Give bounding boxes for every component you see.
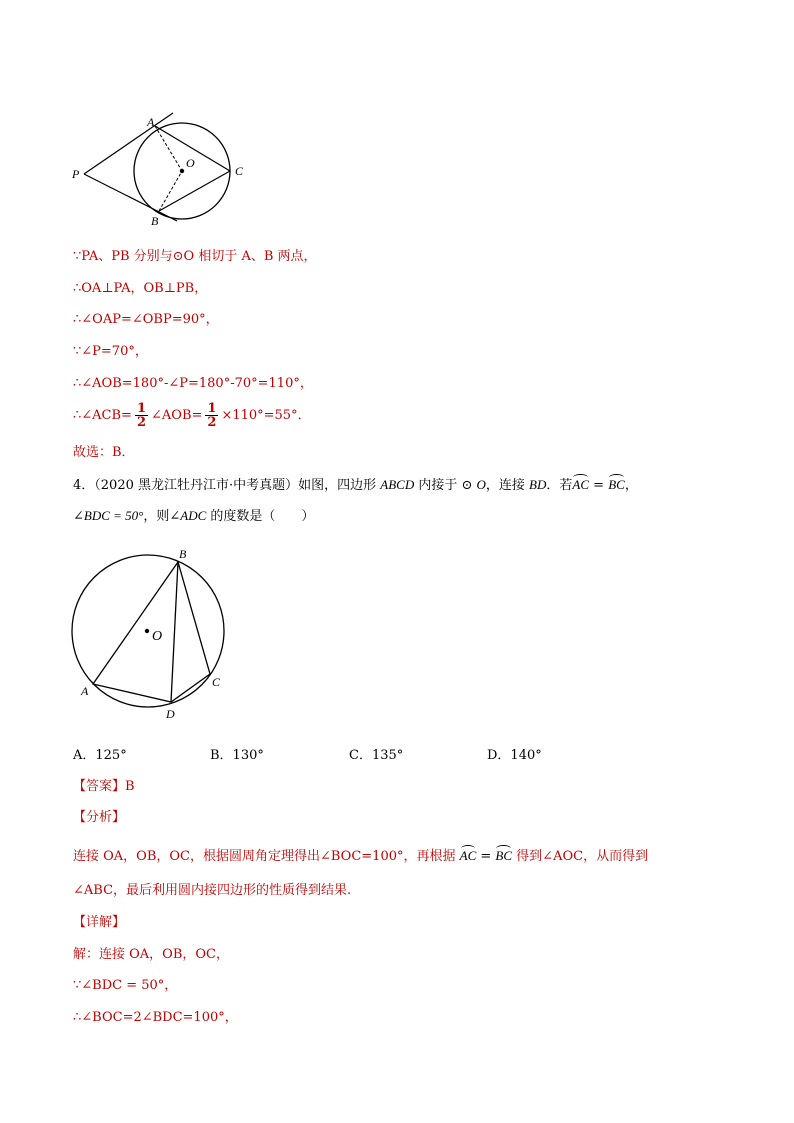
label-p: P — [72, 167, 80, 181]
answer-value: B — [125, 779, 135, 794]
analysis-line-2: ∠ABC，最后利用圆内接四边形的性质得到结果. — [73, 883, 352, 898]
detail-line-3: ∴∠BOC=2∠BDC=100°， — [73, 1010, 238, 1025]
solution-choice: 故选：B． — [73, 445, 135, 460]
detail-line-2: ∵∠BDC = 50°， — [73, 978, 178, 993]
question-4-stem: 4．（2020 黑龙江牡丹江市·中考真题）如图，四边形 ABCD 内接于 ⊙ O，连接 BD．若AC = BC， — [73, 477, 638, 493]
radius-oa — [155, 126, 182, 171]
solution-line-3: ∴∠OAP=∠OBP=90°， — [73, 312, 219, 327]
fraction-half-1: $\frac{1}{2}$ — [136, 401, 146, 430]
detail-tag: 【详解】 — [73, 915, 126, 930]
solution-line-4: ∵∠P=70°， — [73, 344, 148, 359]
label-c: C — [235, 164, 244, 178]
label-a2: A — [81, 684, 89, 698]
label-a: A — [147, 115, 155, 129]
solution-line-1: ∵PA、PB 分别与⊙O 相切于 A、B 两点， — [73, 249, 317, 264]
choice-c[interactable]: C．135° — [349, 748, 404, 763]
center-dot-2 — [145, 629, 149, 633]
analysis-tag: 【分析】 — [73, 810, 126, 825]
chord-bc — [159, 171, 230, 211]
line6-start: ∴∠ACB= — [73, 408, 132, 423]
detail-line-1: 解：连接 OA，OB，OC， — [73, 947, 229, 962]
arc-bc: BC — [608, 477, 625, 492]
label-b: B — [151, 214, 159, 228]
arc-bc-2: BC — [495, 848, 513, 863]
line6-end: ×110°=55°． — [221, 408, 311, 423]
label-o2: O — [152, 629, 163, 644]
label-o: O — [186, 156, 195, 170]
quad-name: ABCD — [380, 477, 415, 492]
question-4-stem-line2: ∠BDC = 50°，则∠ADC 的度数是（ ） — [73, 508, 315, 524]
tangent-pb — [84, 174, 177, 221]
analysis-line-1: 连接 OA，OB，OC，根据圆周角定理得出∠BOC=100°，再根据 AC = BC 得到∠AOC，从而得到 — [73, 848, 649, 864]
solution-line-2: ∴OA⊥PA，OB⊥PB， — [73, 281, 208, 296]
choice-d[interactable]: D．140° — [487, 748, 542, 763]
center-dot — [180, 169, 184, 173]
arc-ac: AC — [572, 477, 590, 492]
choice-b[interactable]: B．130° — [210, 748, 264, 763]
answer-line — [73, 779, 135, 795]
arc-ac-2: AC — [459, 848, 477, 863]
choice-a[interactable]: A．125° — [73, 748, 127, 763]
figure-tangent-circle — [65, 110, 265, 235]
label-d2: D — [166, 707, 175, 721]
label-c2: C — [212, 675, 221, 689]
fraction-half-2: $\frac{1}{2}$ — [207, 401, 217, 430]
label-b2: B — [179, 547, 187, 561]
condition-angle: ∠BDC = 50° — [73, 508, 144, 523]
tangent-pa — [84, 113, 173, 174]
figure-cyclic-quadrilateral — [65, 545, 240, 725]
solution-line-6 — [73, 401, 311, 431]
line6-mid: ∠AOB= — [151, 408, 203, 423]
solution-line-5: ∴∠AOB=180°-∠P=180°-70°=110°， — [73, 376, 313, 391]
diagonal-bd — [171, 562, 178, 702]
answer-tag: 【答案】 — [73, 779, 126, 794]
